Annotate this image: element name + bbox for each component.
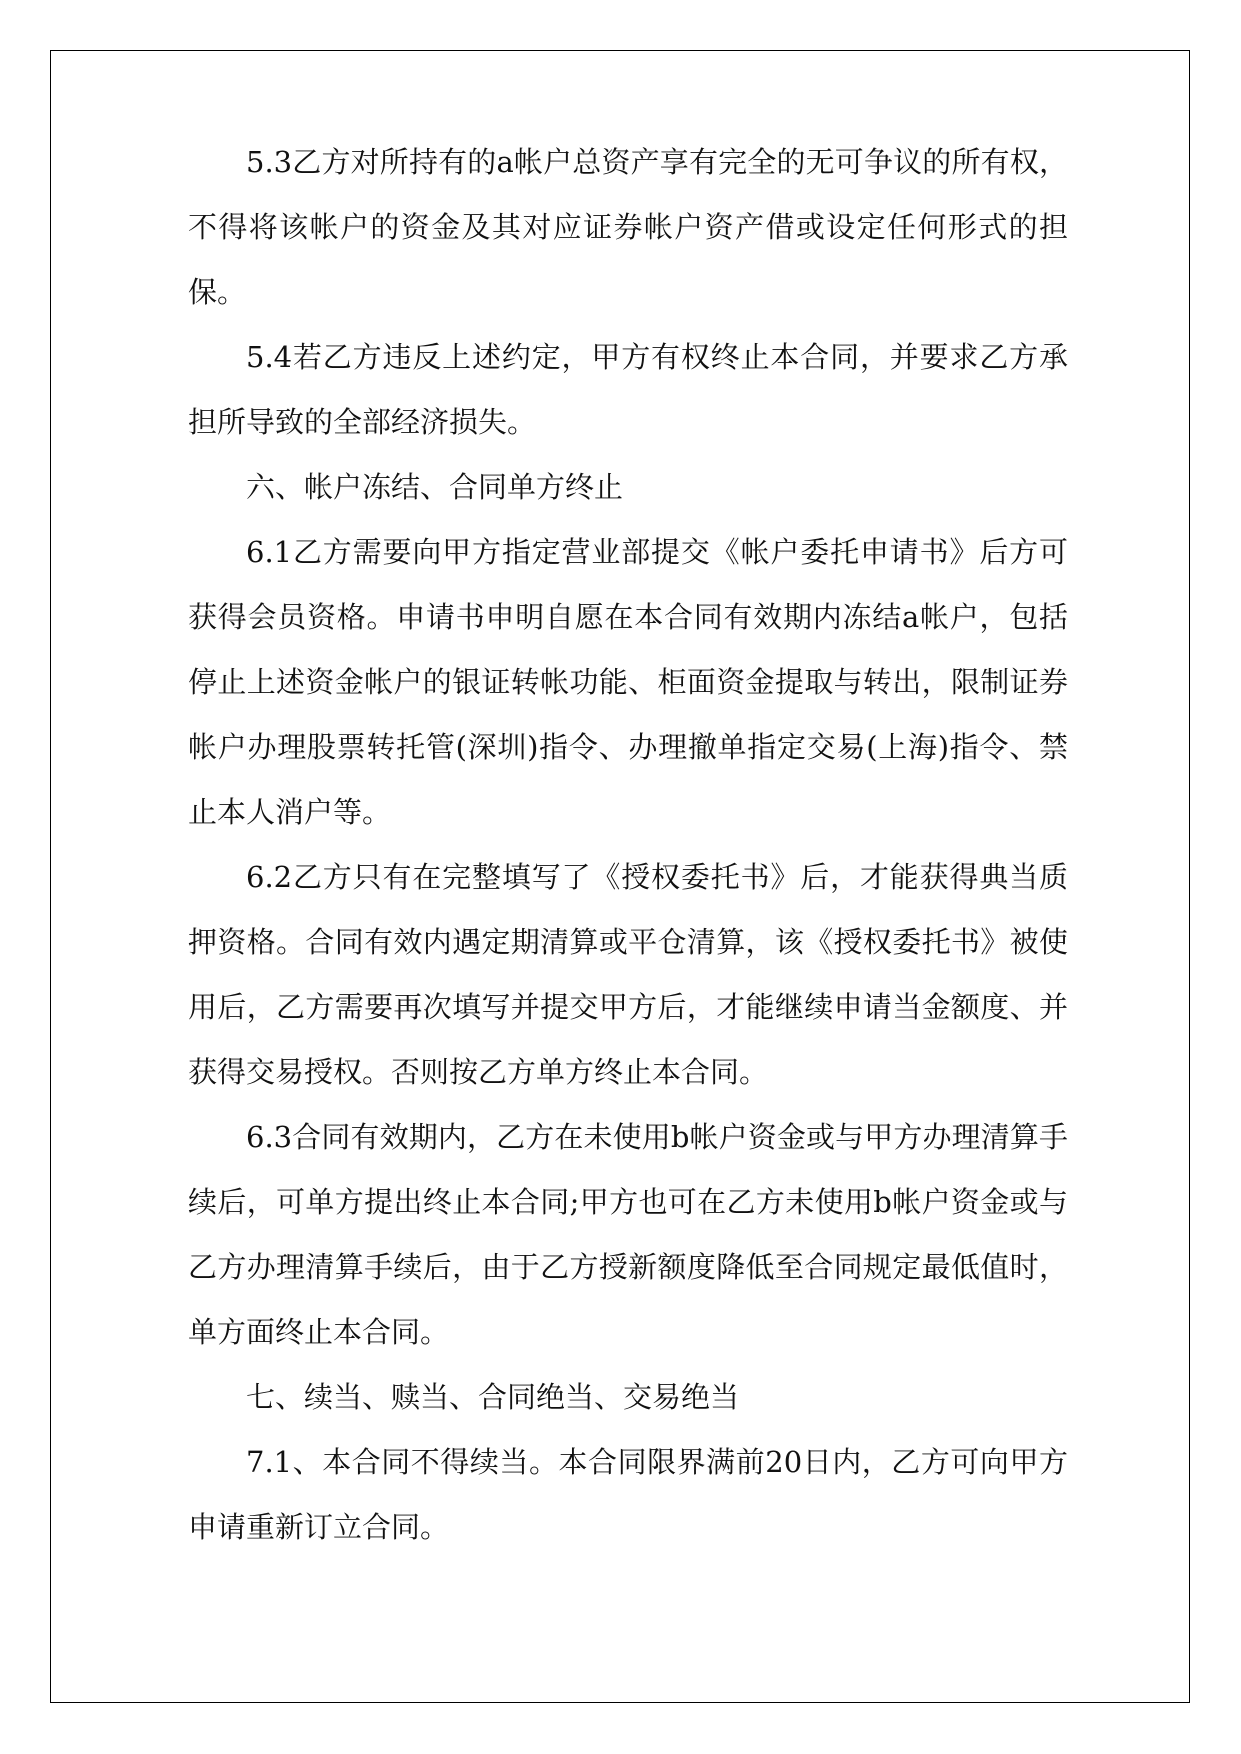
paragraph-6-3 <box>188 1105 1068 1365</box>
paragraph-7-1 <box>188 1430 1068 1560</box>
paragraph-6-1 <box>188 520 1068 845</box>
section-heading-7 <box>188 1365 1068 1430</box>
document-body <box>188 0 1068 1560</box>
paragraph-text: 6.2乙方只有在完整填写了《授权委托书》后，才能获得典当质押资格。合同有效内遇定期清算或平仓清算，该《授权委托书》被使用后，乙方需要再次填写并提交甲方后，才能继续申请当金额度、并获得交易授权。否则按乙方单方终止本合同。 <box>188 860 1068 1089</box>
paragraph-text: 5.3乙方对所持有的a帐户总资产享有完全的无可争议的所有权，不得将该帐户的资金及其对应证券帐户资产借或设定任何形式的担保。 <box>188 145 1068 309</box>
paragraph-5-4 <box>188 325 1068 455</box>
section-heading-6 <box>188 455 1068 520</box>
paragraph-5-3 <box>188 130 1068 325</box>
paragraph-text: 7.1、本合同不得续当。本合同限界满前20日内，乙方可向甲方申请重新订立合同。 <box>188 1445 1068 1544</box>
heading-text: 六、帐户冻结、合同单方终止 <box>246 470 624 504</box>
paragraph-text: 5.4若乙方违反上述约定，甲方有权终止本合同，并要求乙方承担所导致的全部经济损失。 <box>188 340 1068 439</box>
paragraph-text: 6.3合同有效期内，乙方在未使用b帐户资金或与甲方办理清算手续后，可单方提出终止本合同;甲方也可在乙方未使用b帐户资金或与乙方办理清算手续后，由于乙方授新额度降低至合同规定最低值时，单方面终止本合同。 <box>188 1120 1068 1349</box>
paragraph-6-2 <box>188 845 1068 1105</box>
paragraph-text: 6.1乙方需要向甲方指定营业部提交《帐户委托申请书》后方可获得会员资格。申请书申明自愿在本合同有效期内冻结a帐户，包括停止上述资金帐户的银证转帐功能、柜面资金提取与转出，限制证券帐户办理股票转托管(深圳)指令、办理撤单指定交易(上海)指令、禁止本人消户等。 <box>188 535 1068 829</box>
heading-text: 七、续当、赎当、合同绝当、交易绝当 <box>246 1380 740 1414</box>
